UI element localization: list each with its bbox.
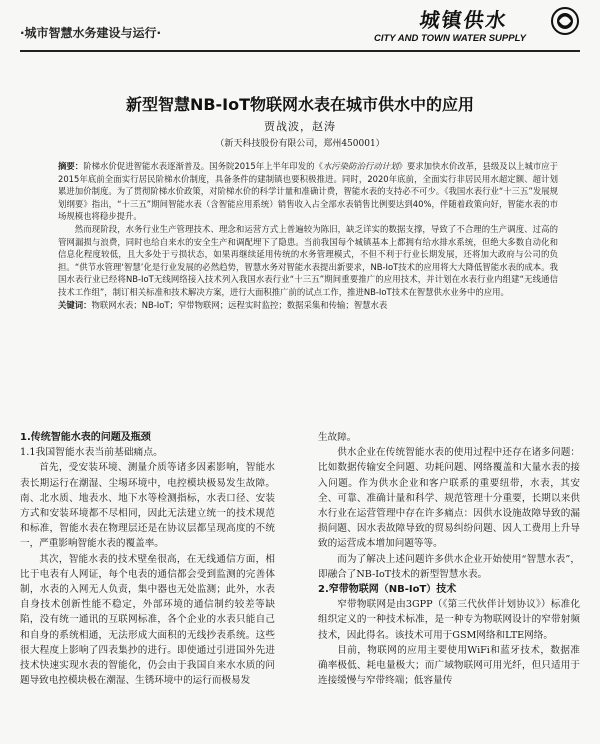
column-label: ·城市智慧水务建设与运行· (20, 26, 162, 40)
section-1-heading: 1.传统智能水表的问题及瓶颈 (20, 432, 151, 443)
body-column-left (20, 430, 275, 688)
article-affiliation: （新天科技股份有限公司，郑州450001） (215, 139, 385, 149)
body-paragraph: 供水企业在传统智能水表的使用过程中还存在诸多问题：比如数据传输安全问题、功耗问题、网络覆盖和大量水表的接入问题。作为供水企业和客户联系的重要纽带，水表，其安全、可靠、准确计量和科学、规范管理十分重要，长期以来供水行业在运营管理中存在许多痛点：因供水设施故障导致的漏损问题、因水表故障导致的贸易纠纷问题、因人工费用上升导致的运营成本增加问题等等。 (318, 447, 580, 550)
body-column-right (318, 430, 580, 688)
section-1-1-heading: 1.1我国智能水表当前基础痛点。 (20, 447, 163, 459)
section-2-heading: 2.窄带物联网（NB-IoT）技术 (318, 584, 457, 596)
masthead-english: CITY AND TOWN WATER SUPPLY (374, 33, 527, 44)
abstract-text-1b: 》要求加快水价改革，县级及以上城市应于2015年底前全面实行居民阶梯水价制度，具备条件的建制镇也要积极推进。同时，2020年底前，全面实行非居民用水超定额、超计划累进加价制度。为了贯彻阶梯水价政策，对阶梯水价的科学计量和准确计费，智能水表的支持必不可少。《我国水表行业“十三五”发展规划纲要》指出，“十三五”期间智能水表（含智能应用系统）销售收入占全部水表销售比例要达到40%，伴随着政策向好，智能水表的市场规模也将稳步提升。 (58, 161, 559, 222)
keywords-label: 关键词： (58, 299, 92, 310)
body-paragraph: 生故障。 (318, 432, 357, 443)
masthead-title: 城镇供水 (418, 8, 510, 32)
keywords-text: 物联网水表；NB-IoT；窄带物联网；远程实时监控；数据采集和传输；智慧水表 (91, 299, 388, 310)
article-title: 新型智慧NB-IoT物联网水表在城市供水中的应用 (125, 95, 475, 114)
page-header (0, 0, 600, 60)
body-paragraph: 首先，受安装环境、测量介质等诸多因素影响，智能水表长期运行在潮湿、尘埸环境中，电控模块极易发生故障。南、北水质、地表水、地下水等检测指标，水表口径、安装方式和安装环境都不尽相同，因此无法建立统一的技术规范和标准，智能水表在物理层还是在协议层都呈现高度的不统一，严重影响智能水表的覆盖率。 (20, 462, 275, 550)
body-paragraph: 窄带物联网是由3GPP（《第三代伙伴计划协议》）标准化组织定义的一种技术标准，是一种专为物联网设计的窄带射频技术，因此得名。该技术可用于GSM网络和LTE网络。 (318, 599, 580, 641)
abstract-label: 摘要： (58, 161, 84, 171)
abstract-paragraph-2: 然而现阶段，水务行业生产管理技术、理念和运营方式上普遍较为陈旧，缺乏详实的数据支撑，导致了不合理的生产调度、过高的管网漏损与浪费，同时也给自来水的安全生产和调配埋下了隐患。当前我国每个城镇基本上都拥有给水排水系统，但绝大多数自动化和信息化程度较低，且大多处于亏损状态，如果再继续延用传统的水务管理模式，不但不利于行业长期发展，还将加大政府与公司的负担。“供节水管理‘智慧’化是行业发展的必然趋势，智慧水务对智能水表提出新要求，NB-IoT技术的应用将大大降低智能水表的成本。我国水表行业已经将NB-IoT无线网络接入技术列入我国水表行业“十三五”期间重要推广的应用技术，并计划在水表行业内组建“无线通信技术工作组”，制订相关标准和技术解决方案，进行大面积推广前的试点工作，推进NB-IoT技术在智慧供水业务中的应用。 (58, 223, 558, 297)
keywords-line (58, 299, 558, 312)
body-paragraph: 其次，智能水表的技术壁垒很高，在无线通信方面，相比于电表有人网证，每个电表的通信都会受到监测的完善体制，水表的入网无人负责，集中器也无处监测；此外，水表自身技术创新性能不稳定，外部环境的通信制约较差等缺陷，没有统一通讯的互联网标准，各个企业的水表只能自己和自身的系统相通，无法形成大面积的无线抄表系统。这些很大程度上影响了四表集抄的进行。即使通过引进国外先进技术快速实现水表的智能化，仍会由于我国自来水水质的问题导致电控模块极在潮湿、生锈环境中的运行而极易发 (20, 553, 275, 687)
body-paragraph: 目前，物联网的应用主要使用WiFi和蓝牙技术，数据准确率极低、耗电量极大；而广域物联网可用光纤，但只适用于连接缓慢与窄带终端；低容量传 (318, 644, 580, 687)
body-paragraph: 而为了解决上述问题许多供水企业开始使用“智慧水表”，即融合了NB-IoT技术的新型智慧水表。 (318, 553, 580, 580)
article-authors: 贾战波，赵涛 (264, 120, 336, 133)
abstract-doc-title: 水污染防治行动计划 (322, 161, 399, 171)
abstract-block (58, 160, 558, 311)
abstract-text-1a: 阶梯水价促进智能水表逐渐普及。国务院2015年上半年印发的《 (83, 161, 323, 171)
abstract-paragraph-1 (58, 160, 558, 223)
header-rule (20, 50, 580, 52)
journal-logo-icon (550, 6, 580, 36)
